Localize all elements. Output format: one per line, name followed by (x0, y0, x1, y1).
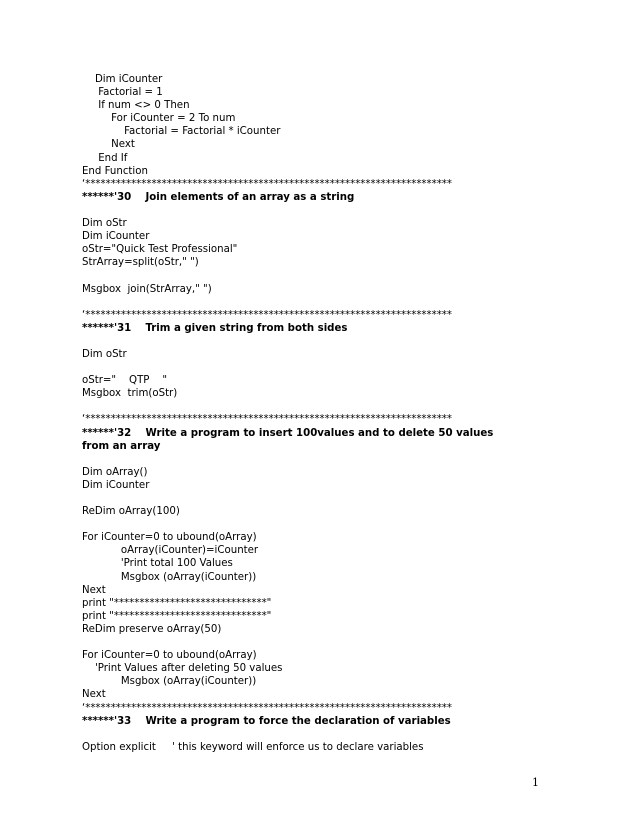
code-line: 'Print total 100 Values (82, 558, 233, 570)
code-line: Dim iCounter (82, 231, 150, 243)
code-line: Dim oArray() (82, 466, 148, 478)
code-line: oStr=" QTP " (82, 375, 168, 387)
document-body (82, 73, 572, 754)
code-line: Dim iCounter (82, 479, 150, 491)
code-line: ‘************************************************************************ (82, 178, 452, 190)
section-heading: ******'31 Trim a given string from both sides (82, 322, 348, 334)
code-line: oArray(iCounter)=iCounter (82, 545, 259, 557)
blank-line (82, 269, 572, 282)
code-line: Msgbox (oArray(iCounter)) (82, 571, 257, 583)
blank-line (82, 518, 572, 531)
code-line: ‘************************************************************************ (82, 309, 452, 321)
code-line: Msgbox join(StrArray," ") (82, 283, 212, 295)
code-line: If num <> 0 Then (82, 100, 190, 112)
code-line: oStr="Quick Test Professional" (82, 244, 238, 256)
code-line: Next (82, 689, 106, 701)
code-line: For iCounter=0 to ubound(oArray) (82, 532, 257, 544)
code-line: End Function (82, 165, 148, 177)
code-line: ReDim oArray(100) (82, 506, 180, 518)
code-line: ‘************************************************************************ (82, 414, 452, 426)
code-line: For iCounter = 2 To num (82, 113, 236, 125)
code-line: Factorial = 1 (82, 87, 163, 99)
blank-line (82, 400, 572, 413)
code-line: Msgbox (oArray(iCounter)) (82, 676, 257, 688)
code-line: Next (82, 584, 106, 596)
code-line: ‘************************************************************************ (82, 702, 452, 714)
blank-line (82, 204, 572, 217)
code-line: Dim oStr (82, 348, 127, 360)
section-heading: ******'32 Write a program to insert 100values and to delete 50 values (82, 427, 494, 439)
code-line: Option explicit ' this keyword will enforce us to declare variables (82, 741, 424, 753)
code-line: Dim iCounter (82, 74, 163, 85)
section-heading: ******'33 Write a program to force the declaration of variables (82, 715, 451, 727)
blank-line (82, 335, 572, 348)
page-number: 1 (532, 776, 539, 789)
blank-line (82, 492, 572, 505)
code-line: 'Print Values after deleting 50 values (82, 663, 283, 675)
code-line: StrArray=split(oStr," ") (82, 257, 199, 269)
code-line: Factorial = Factorial * iCounter (82, 126, 281, 138)
code-line: End If (82, 152, 128, 164)
blank-line (82, 361, 572, 374)
code-line: For iCounter=0 to ubound(oArray) (82, 650, 257, 662)
blank-line (82, 296, 572, 309)
code-line: ReDim preserve oArray(50) (82, 623, 222, 635)
section-heading: ******'30 Join elements of an array as a string (82, 191, 355, 203)
code-line: Msgbox trim(oStr) (82, 388, 178, 400)
blank-line (82, 453, 572, 466)
code-line: print "******************************" (82, 610, 272, 622)
blank-line (82, 636, 572, 649)
code-line: Next (82, 139, 135, 151)
blank-line (82, 728, 572, 741)
section-heading: from an array (82, 440, 161, 452)
code-line: Dim oStr (82, 218, 127, 230)
code-line: print "******************************" (82, 597, 272, 609)
